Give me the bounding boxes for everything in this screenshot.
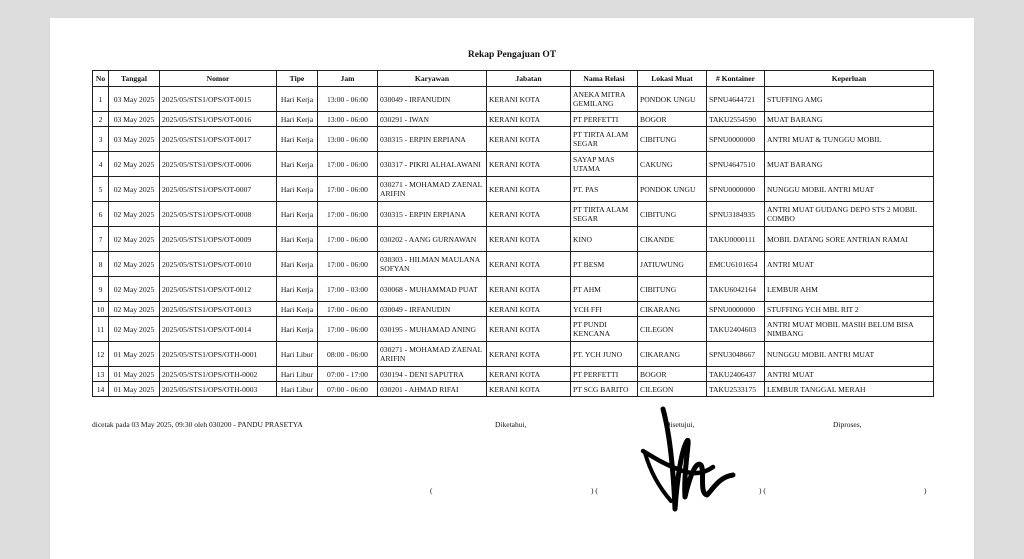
ot-table: [92, 70, 934, 397]
cell-karyawan: 030271 - MOHAMAD ZAENAL ARIFIN: [378, 177, 487, 202]
cell-tipe: Hari Libur: [277, 342, 318, 367]
cell-lokasi-muat: CIKARANG: [638, 302, 707, 317]
cell-jam: 17:00 - 06:00: [318, 227, 378, 252]
cell-jabatan: KERANI KOTA: [487, 177, 571, 202]
cell-kontainer: SPNU0000000: [707, 177, 765, 202]
cell-nama-relasi: PT TIRTA ALAM SEGAR: [571, 202, 638, 227]
cell-no: 7: [93, 227, 109, 252]
cell-tanggal: 02 May 2025: [109, 177, 160, 202]
cell-nomor: 2025/05/STS1/OPS/OT-0010: [160, 252, 277, 277]
signature-separator-1: ) (: [591, 486, 598, 495]
cell-nama-relasi: KINO: [571, 227, 638, 252]
cell-keperluan: ANTRI MUAT GUDANG DEPO STS 2 MOBIL COMBO: [765, 202, 934, 227]
signature-close-paren: ): [924, 486, 927, 495]
cell-keperluan: LEMBUR TANGGAL MERAH: [765, 382, 934, 397]
table-row: [93, 112, 934, 127]
table-row: [93, 87, 934, 112]
cell-karyawan: 030291 - IWAN: [378, 112, 487, 127]
cell-jam: 17:00 - 06:00: [318, 252, 378, 277]
cell-kontainer: TAKU2533175: [707, 382, 765, 397]
cell-no: 2: [93, 112, 109, 127]
cell-nama-relasi: SAYAP MAS UTAMA: [571, 152, 638, 177]
cell-nama-relasi: PT TIRTA ALAM SEGAR: [571, 127, 638, 152]
col-header-kontainer: # Kontainer: [707, 71, 765, 87]
cell-tanggal: 03 May 2025: [109, 127, 160, 152]
cell-keperluan: MUAT BARANG: [765, 152, 934, 177]
cell-jabatan: KERANI KOTA: [487, 302, 571, 317]
cell-nama-relasi: PT PERFETTI: [571, 367, 638, 382]
cell-keperluan: NUNGGU MOBIL ANTRI MUAT: [765, 342, 934, 367]
cell-tanggal: 01 May 2025: [109, 382, 160, 397]
cell-tipe: Hari Kerja: [277, 152, 318, 177]
cell-lokasi-muat: PONDOK UNGU: [638, 177, 707, 202]
cell-jabatan: KERANI KOTA: [487, 317, 571, 342]
cell-jabatan: KERANI KOTA: [487, 127, 571, 152]
cell-lokasi-muat: PONDOK UNGU: [638, 87, 707, 112]
cell-jam: 17:00 - 06:00: [318, 317, 378, 342]
cell-kontainer: SPNU3048667: [707, 342, 765, 367]
cell-lokasi-muat: CIBITUNG: [638, 277, 707, 302]
processed-label: Diproses,: [833, 420, 862, 429]
cell-kontainer: TAKU6042164: [707, 277, 765, 302]
cell-tanggal: 02 May 2025: [109, 152, 160, 177]
cell-nama-relasi: PT AHM: [571, 277, 638, 302]
document-title: Rekap Pengajuan OT: [467, 50, 557, 60]
cell-no: 10: [93, 302, 109, 317]
table-body: [93, 87, 934, 397]
cell-tanggal: 02 May 2025: [109, 277, 160, 302]
table-row: [93, 127, 934, 152]
cell-jabatan: KERANI KOTA: [487, 277, 571, 302]
table-row: [93, 382, 934, 397]
cell-jam: 13:00 - 06:00: [318, 87, 378, 112]
cell-kontainer: TAKU2554590: [707, 112, 765, 127]
cell-nomor: 2025/05/STS1/OPS/OT-0008: [160, 202, 277, 227]
table-row: [93, 177, 934, 202]
cell-lokasi-muat: JATIUWUNG: [638, 252, 707, 277]
cell-jam: 13:00 - 06:00: [318, 112, 378, 127]
cell-jabatan: KERANI KOTA: [487, 202, 571, 227]
cell-tipe: Hari Libur: [277, 367, 318, 382]
cell-tipe: Hari Kerja: [277, 252, 318, 277]
cell-jabatan: KERANI KOTA: [487, 87, 571, 112]
handwritten-signature: [635, 401, 745, 521]
cell-kontainer: SPNU4647510: [707, 152, 765, 177]
cell-lokasi-muat: CIKARANG: [638, 342, 707, 367]
cell-tanggal: 02 May 2025: [109, 227, 160, 252]
cell-nomor: 2025/05/STS1/OPS/OT-0017: [160, 127, 277, 152]
cell-no: 5: [93, 177, 109, 202]
cell-tanggal: 03 May 2025: [109, 87, 160, 112]
cell-lokasi-muat: CIBITUNG: [638, 127, 707, 152]
cell-tipe: Hari Kerja: [277, 317, 318, 342]
cell-karyawan: 030049 - IRFANUDIN: [378, 302, 487, 317]
known-label: Diketahui,: [495, 420, 527, 429]
cell-karyawan: 030202 - AANG GURNAWAN: [378, 227, 487, 252]
cell-jabatan: KERANI KOTA: [487, 342, 571, 367]
cell-tipe: Hari Libur: [277, 382, 318, 397]
cell-jam: 08:00 - 06:00: [318, 342, 378, 367]
cell-jabatan: KERANI KOTA: [487, 152, 571, 177]
cell-nomor: 2025/05/STS1/OPS/OT-0007: [160, 177, 277, 202]
cell-lokasi-muat: CIBITUNG: [638, 202, 707, 227]
cell-jabatan: KERANI KOTA: [487, 252, 571, 277]
table-row: [93, 317, 934, 342]
cell-nomor: 2025/05/STS1/OPS/OTH-0002: [160, 367, 277, 382]
cell-nomor: 2025/05/STS1/OPS/OT-0012: [160, 277, 277, 302]
cell-tipe: Hari Kerja: [277, 127, 318, 152]
cell-no: 6: [93, 202, 109, 227]
table-row: [93, 277, 934, 302]
col-header-jabatan: Jabatan: [487, 71, 571, 87]
cell-jabatan: KERANI KOTA: [487, 227, 571, 252]
cell-kontainer: SPNU0000000: [707, 302, 765, 317]
cell-nama-relasi: PT SCG BARITO: [571, 382, 638, 397]
cell-jam: 07:00 - 06:00: [318, 382, 378, 397]
cell-lokasi-muat: CILEGON: [638, 317, 707, 342]
cell-no: 9: [93, 277, 109, 302]
cell-karyawan: 030271 - MOHAMAD ZAENAL ARIFIN: [378, 342, 487, 367]
cell-kontainer: SPNU4644721: [707, 87, 765, 112]
cell-keperluan: ANTRI MUAT: [765, 252, 934, 277]
cell-karyawan: 030068 - MUHAMMAD PUAT: [378, 277, 487, 302]
cell-no: 8: [93, 252, 109, 277]
table-row: [93, 252, 934, 277]
cell-jabatan: KERANI KOTA: [487, 112, 571, 127]
cell-keperluan: STUFFING AMG: [765, 87, 934, 112]
cell-lokasi-muat: CAKUNG: [638, 152, 707, 177]
cell-keperluan: ANTRI MUAT & TUNGGU MOBIL: [765, 127, 934, 152]
table-header-row: [93, 71, 934, 87]
cell-karyawan: 030049 - IRFANUDIN: [378, 87, 487, 112]
cell-lokasi-muat: BOGOR: [638, 367, 707, 382]
cell-no: 3: [93, 127, 109, 152]
cell-jabatan: KERANI KOTA: [487, 382, 571, 397]
cell-jam: 17:00 - 06:00: [318, 152, 378, 177]
cell-no: 14: [93, 382, 109, 397]
cell-lokasi-muat: CIKANDE: [638, 227, 707, 252]
cell-nama-relasi: PT BESM: [571, 252, 638, 277]
cell-nomor: 2025/05/STS1/OPS/OT-0016: [160, 112, 277, 127]
approved-label: Disetujui,: [665, 420, 695, 429]
signature-separator-2: ) (: [759, 486, 766, 495]
cell-no: 11: [93, 317, 109, 342]
cell-nama-relasi: PT. YCH JUNO: [571, 342, 638, 367]
cell-karyawan: 030317 - PIKRI ALHALAWANI: [378, 152, 487, 177]
cell-kontainer: TAKU2404603: [707, 317, 765, 342]
cell-keperluan: LEMBUR AHM: [765, 277, 934, 302]
cell-nomor: 2025/05/STS1/OPS/OT-0014: [160, 317, 277, 342]
cell-karyawan: 030315 - ERPIN ERPIANA: [378, 202, 487, 227]
cell-karyawan: 030195 - MUHAMAD ANING: [378, 317, 487, 342]
cell-nomor: 2025/05/STS1/OPS/OTH-0001: [160, 342, 277, 367]
cell-jam: 07:00 - 17:00: [318, 367, 378, 382]
cell-no: 12: [93, 342, 109, 367]
cell-tanggal: 02 May 2025: [109, 252, 160, 277]
table-row: [93, 202, 934, 227]
cell-tanggal: 02 May 2025: [109, 202, 160, 227]
signature-open-paren: (: [430, 486, 433, 495]
cell-kontainer: SPNU0000000: [707, 127, 765, 152]
cell-nomor: 2025/05/STS1/OPS/OT-0006: [160, 152, 277, 177]
col-header-jam: Jam: [318, 71, 378, 87]
cell-tipe: Hari Kerja: [277, 277, 318, 302]
cell-no: 13: [93, 367, 109, 382]
cell-karyawan: 030194 - DENI SAPUTRA: [378, 367, 487, 382]
cell-tanggal: 01 May 2025: [109, 342, 160, 367]
cell-keperluan: ANTRI MUAT: [765, 367, 934, 382]
cell-nama-relasi: PT PUNDI KENCANA: [571, 317, 638, 342]
document-page: [50, 18, 974, 559]
col-header-keperluan: Keperluan: [765, 71, 934, 87]
cell-tipe: Hari Kerja: [277, 302, 318, 317]
cell-jam: 17:00 - 06:00: [318, 302, 378, 317]
table-row: [93, 152, 934, 177]
cell-keperluan: STUFFING YCH MBL RIT 2: [765, 302, 934, 317]
cell-tanggal: 03 May 2025: [109, 112, 160, 127]
cell-karyawan: 030201 - AHMAD RIFAI: [378, 382, 487, 397]
cell-nomor: 2025/05/STS1/OPS/OT-0015: [160, 87, 277, 112]
col-header-karyawan: Karyawan: [378, 71, 487, 87]
cell-jam: 13:00 - 06:00: [318, 127, 378, 152]
cell-kontainer: EMCU6101654: [707, 252, 765, 277]
cell-nama-relasi: ANEKA MITRA GEMILANG: [571, 87, 638, 112]
table-row: [93, 342, 934, 367]
cell-tipe: Hari Kerja: [277, 87, 318, 112]
cell-tanggal: 02 May 2025: [109, 302, 160, 317]
cell-nama-relasi: PT PERFETTI: [571, 112, 638, 127]
col-header-nama-relasi: Nama Relasi: [571, 71, 638, 87]
cell-nomor: 2025/05/STS1/OPS/OTH-0003: [160, 382, 277, 397]
cell-tanggal: 02 May 2025: [109, 317, 160, 342]
table-row: [93, 367, 934, 382]
cell-keperluan: MUAT BARANG: [765, 112, 934, 127]
cell-jabatan: KERANI KOTA: [487, 367, 571, 382]
cell-kontainer: SPNU3184935: [707, 202, 765, 227]
col-header-tipe: Tipe: [277, 71, 318, 87]
col-header-tanggal: Tanggal: [109, 71, 160, 87]
cell-tipe: Hari Kerja: [277, 112, 318, 127]
col-header-lokasi-muat: Lokasi Muat: [638, 71, 707, 87]
cell-karyawan: 030315 - ERPIN ERPIANA: [378, 127, 487, 152]
cell-keperluan: MOBIL DATANG SORE ANTRIAN RAMAI: [765, 227, 934, 252]
cell-kontainer: TAKU0000111: [707, 227, 765, 252]
cell-keperluan: ANTRI MUAT MOBIL MASIH BELUM BISA NIMBANG: [765, 317, 934, 342]
cell-keperluan: NUNGGU MOBIL ANTRI MUAT: [765, 177, 934, 202]
cell-jam: 17:00 - 06:00: [318, 202, 378, 227]
cell-jam: 17:00 - 06:00: [318, 177, 378, 202]
col-header-nomor: Nomor: [160, 71, 277, 87]
cell-lokasi-muat: CILEGON: [638, 382, 707, 397]
cell-jam: 17:00 - 03:00: [318, 277, 378, 302]
table-row: [93, 227, 934, 252]
cell-tipe: Hari Kerja: [277, 227, 318, 252]
cell-kontainer: TAKU2406437: [707, 367, 765, 382]
cell-nomor: 2025/05/STS1/OPS/OT-0013: [160, 302, 277, 317]
cell-tanggal: 01 May 2025: [109, 367, 160, 382]
printed-info: dicetak pada 03 May 2025, 09:30 oleh 030200 - PANDU PRASETYA: [92, 420, 303, 429]
cell-lokasi-muat: BOGOR: [638, 112, 707, 127]
cell-no: 1: [93, 87, 109, 112]
cell-nomor: 2025/05/STS1/OPS/OT-0009: [160, 227, 277, 252]
cell-nama-relasi: YCH FFI: [571, 302, 638, 317]
col-header-no: No: [93, 71, 109, 87]
cell-tipe: Hari Kerja: [277, 177, 318, 202]
table-row: [93, 302, 934, 317]
cell-karyawan: 030303 - HILMAN MAULANA SOFYAN: [378, 252, 487, 277]
cell-tipe: Hari Kerja: [277, 202, 318, 227]
cell-no: 4: [93, 152, 109, 177]
cell-nama-relasi: PT. PAS: [571, 177, 638, 202]
